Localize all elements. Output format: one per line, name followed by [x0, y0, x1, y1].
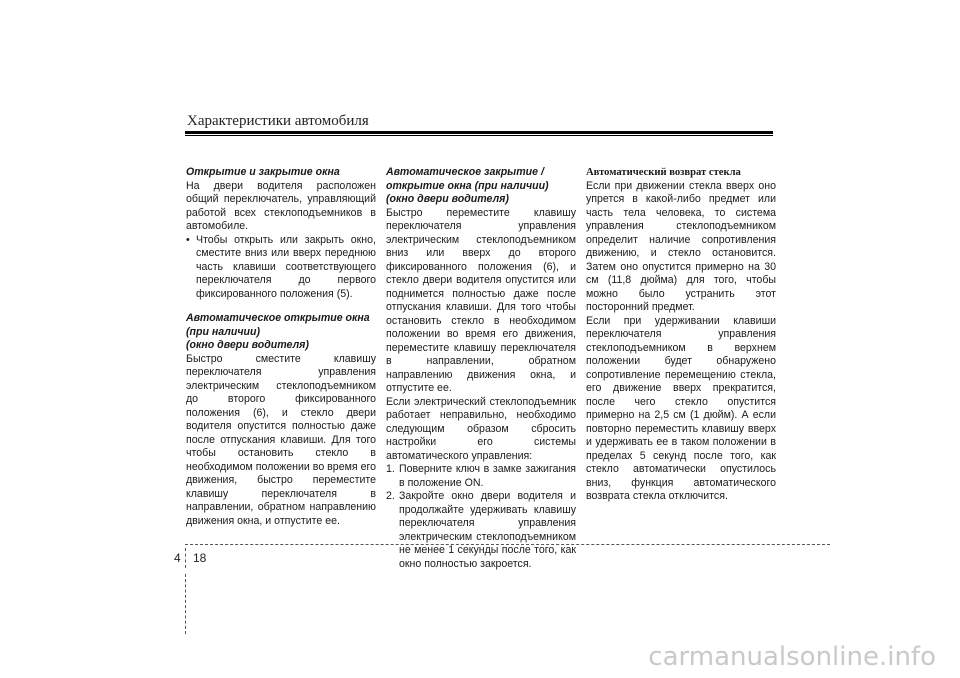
paragraph: Если при движении стекла вверх оно упрется в какой-либо предмет или часть тела человека, то система управления стеклоподъемником определит наличие сопротивления движению, и стекло остановится. Затем оно опустится примерно на 30 см (11,8 дюйма) для того, чтобы можно было устранить этот посторонний предмет.: [586, 179, 776, 313]
list-item-text: Чтобы открыть или закрыть окно, сместите вниз или вверх переднюю часть клавиши соответствующего переключателя до первого фиксированного положения (5).: [196, 233, 376, 300]
page-number: 18: [193, 551, 207, 565]
list-item: [386, 463, 576, 490]
paragraph: Если электрический стеклоподъемник работает неправильно, необходимо следующим образом сбросить настройки его системы автоматического управления:: [386, 395, 576, 462]
chapter-number: 4: [174, 551, 181, 565]
heading-auto-close: Автоматическое закрытие /: [386, 166, 544, 178]
watermark: carmanualsonline.info: [648, 642, 936, 672]
heading-auto-open: Автоматическое открытие окна: [186, 312, 370, 324]
margin-line: [185, 574, 186, 634]
paragraph: Быстро переместите клавишу переключателя управления электрическим стеклоподъемником вниз или вверх до второго фиксированного положения (6), и стекло двери водителя опустится или поднимется полностью даже после отпускания клавиши. Для того чтобы остановить стекло в необходимом положении во время его движения, переместите клавишу переключателя в направлении, обратном направлению движения окна, и отпустите ее.: [386, 206, 576, 394]
section-title: Характеристики автомобиля: [187, 113, 369, 129]
bullet-mark: •: [186, 233, 190, 246]
heading-auto-close-sub2: (окно двери водителя): [386, 193, 509, 205]
heading-auto-reverse: Автоматический возврат стекла: [586, 167, 741, 178]
heading-auto-open-sub: (при наличии): [186, 325, 261, 338]
heading-auto-open-sub2: (окно двери водителя): [186, 339, 309, 351]
header-rule: [185, 131, 773, 134]
list-item-text: Поверните ключ в замке зажигания в положение ON.: [399, 463, 576, 489]
footer-divider: [185, 548, 186, 568]
list-item: [386, 490, 576, 571]
paragraph: Если при удерживании клавиши переключателя управления стеклоподъемником в верхнем положении будет обнаружено сопротивление перемещению стекла, его движение вверх прекратится, после чего стекло опустится примерно на 2,5 см (1 дюйм). А если повторно переместить клавишу вверх и удерживать ее в таком положении в пределах 5 секунд после того, как стекло автоматически опустилось вниз, функция автоматического возврата стекла отключится.: [586, 314, 776, 502]
heading-window-open-close: Открытие и закрытие окна: [186, 166, 340, 178]
column-3: [586, 166, 776, 504]
footer-rule: [185, 544, 830, 545]
column-2: [386, 166, 576, 571]
header-rule-thin: [185, 135, 773, 136]
paragraph: На двери водителя расположен общий переключатель, управляющий работой всех стеклоподъемников в автомобиле.: [186, 179, 376, 232]
list-number: 2.: [386, 490, 395, 502]
list-item-text: Закройте окно двери водителя и продолжайте удерживать клавишу переключателя управления электрическим стеклоподъемником не менее 1 секунды после того, как окно полностью закроется.: [399, 490, 576, 570]
paragraph: Быстро сместите клавишу переключателя управления электрическим стеклоподъемником до второго фиксированного положения (6), и стекло двери водителя опустится полностью даже после отпускания клавиши. Для того чтобы остановить стекло в необходимом положении во время его движения, быстро переместите клавишу переключателя в направлении, обратном направлению движения окна, и отпустите ее.: [186, 352, 376, 527]
column-1: [186, 166, 376, 528]
list-item: [186, 234, 376, 302]
heading-auto-close-sub: открытие окна (при наличии): [386, 179, 549, 192]
list-number: 1.: [386, 463, 395, 475]
